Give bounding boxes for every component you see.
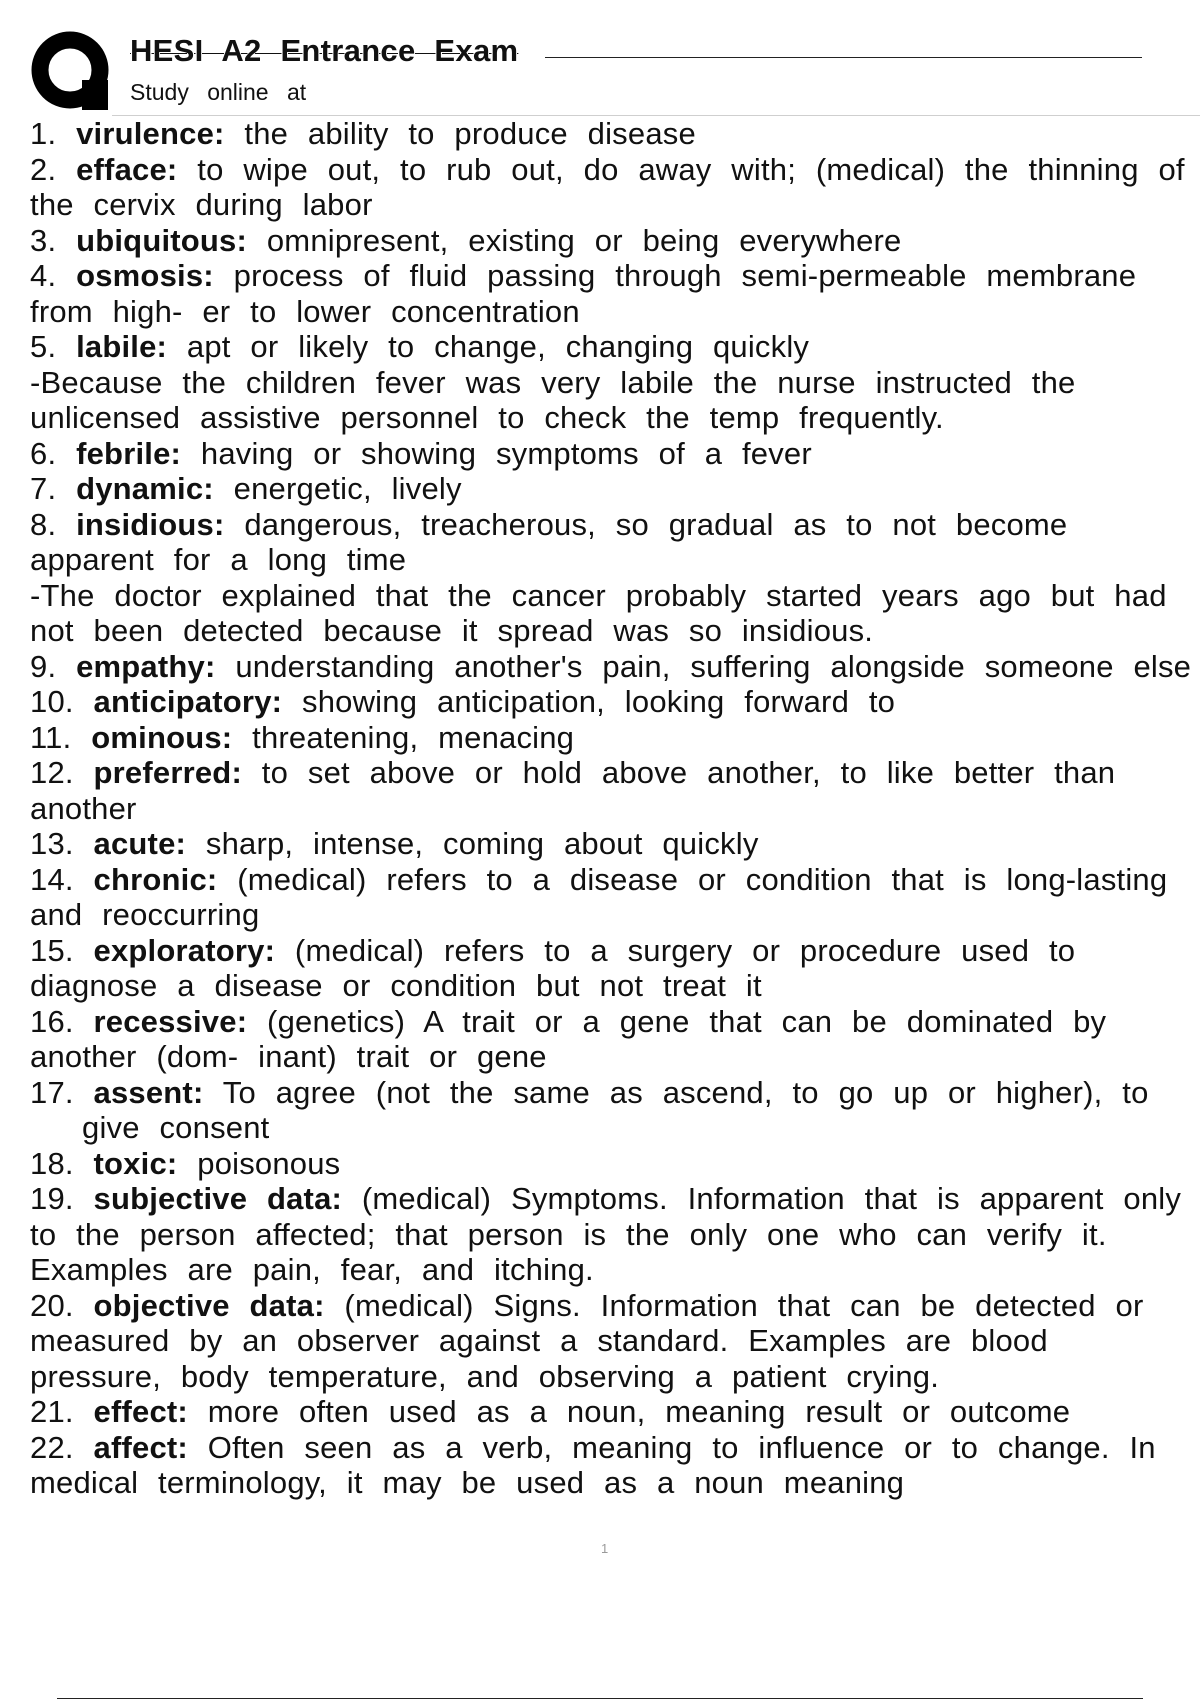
definition: to set above or hold above another, to like better than another bbox=[30, 755, 1116, 826]
definition: apt or likely to change, changing quickly bbox=[186, 329, 810, 364]
glossary-entry: 22. affect: Often seen as a verb, meaning to influence or to change. In medical terminology, it may be used as a noun meaning bbox=[30, 1429, 1156, 1500]
term: objective data: bbox=[93, 1287, 325, 1323]
term: labile: bbox=[76, 329, 168, 364]
glossary-entry: 20. objective data: (medical) Signs. Information that can be detected or measured by an observer against a standard. Examples are blood pressure, body temperature, and observing a patient crying. bbox=[30, 1287, 1144, 1394]
glossary-entry: 14. chronic: (medical) refers to a disease or condition that is long-lasting and reoccurring bbox=[30, 861, 1168, 932]
term: toxic: bbox=[93, 1145, 178, 1181]
glossary-entry: 5. labile: apt or likely to change, changing quickly bbox=[30, 329, 810, 364]
term: preferred: bbox=[93, 755, 242, 790]
term: virulence: bbox=[76, 116, 225, 151]
definition: (medical) refers to a surgery or procedure used to diagnose a disease or condition but not treat it bbox=[30, 932, 1076, 1003]
example-sentence: -The doctor explained that the cancer probably started years ago but had not been detected because it spread was so insidious. bbox=[30, 577, 1167, 648]
definition: understanding another's pain, suffering alongside someone else bbox=[235, 648, 1192, 684]
term: effect: bbox=[93, 1394, 188, 1429]
term: ubiquitous: bbox=[76, 222, 248, 258]
term: affect: bbox=[93, 1429, 188, 1465]
definition: having or showing symptoms of a fever bbox=[200, 435, 812, 471]
glossary-entry: 8. insidious: dangerous, treacherous, so gradual as to not become apparent for a long time bbox=[30, 506, 1068, 577]
term: subjective data: bbox=[93, 1181, 343, 1216]
glossary-list bbox=[30, 116, 1196, 1501]
term: assent: bbox=[93, 1074, 204, 1110]
glossary-entry: 18. toxic: poisonous bbox=[30, 1145, 341, 1181]
glossary-entry: 2. efface: to wipe out, to rub out, do away with; (medical) the thinning of the cervix during labor bbox=[30, 151, 1185, 222]
definition: Often seen as a verb, meaning to influence or to change. In medical terminology, it may be used as a noun meaning bbox=[30, 1429, 1156, 1500]
definition: To agree (not the same as ascend, to go up or higher), to bbox=[222, 1074, 1149, 1110]
term: osmosis: bbox=[76, 258, 214, 293]
glossary-entry: 10. anticipatory: showing anticipation, looking forward to bbox=[30, 684, 896, 719]
glossary-entry: 16. recessive: (genetics) A trait or a gene that can be dominated by another (dom- inant) trait or gene bbox=[30, 1003, 1107, 1074]
term: dynamic: bbox=[76, 471, 214, 506]
definition: energetic, lively bbox=[233, 471, 462, 506]
definition: (medical) Symptoms. Information that is apparent only to the person affected; that person is the only one who can verify it. Examples are pain, fear, and itching. bbox=[30, 1181, 1182, 1287]
definition: (medical) refers to a disease or condition that is long-lasting and reoccurring bbox=[30, 861, 1168, 932]
definition: process of fluid passing through semi-permeable membrane from high- er to lower concentration bbox=[30, 258, 1137, 329]
logo-q-icon bbox=[30, 30, 112, 112]
glossary-entry: 1. virulence: the ability to produce disease bbox=[30, 116, 696, 151]
definition: more often used as a noun, meaning result or outcome bbox=[207, 1394, 1071, 1429]
page-number: 1 bbox=[601, 1541, 609, 1556]
term: acute: bbox=[93, 826, 187, 861]
definition: omnipresent, existing or being everywhere bbox=[266, 222, 902, 258]
definition: threatening, menacing bbox=[252, 719, 575, 755]
definition: dangerous, treacherous, so gradual as to not become apparent for a long time bbox=[30, 506, 1068, 577]
definition: to wipe out, to rub out, do away with; (medical) the thinning of the cervix during labor bbox=[30, 151, 1185, 222]
glossary-entry: 21. effect: more often used as a noun, meaning result or outcome bbox=[30, 1394, 1071, 1429]
glossary-entry: 6. febrile: having or showing symptoms of a fever bbox=[30, 435, 812, 471]
term: febrile: bbox=[76, 435, 182, 471]
definition: sharp, intense, coming about quickly bbox=[205, 826, 759, 861]
definition-continuation: give consent bbox=[82, 1110, 270, 1145]
definition: (genetics) A trait or a gene that can be dominated by another (dom- inant) trait or gene bbox=[30, 1003, 1107, 1074]
term: insidious: bbox=[76, 506, 225, 542]
example-sentence: -Because the children fever was very labile the nurse instructed the unlicensed assistive personnel to check the temp frequently. bbox=[30, 364, 1076, 435]
document-subtitle: Study online at bbox=[130, 79, 307, 105]
glossary-entry: 11. ominous: threatening, menacing bbox=[30, 719, 575, 755]
definition: poisonous bbox=[197, 1145, 341, 1181]
glossary-entry: 15. exploratory: (medical) refers to a surgery or procedure used to diagnose a disease or condition but not treat it bbox=[30, 932, 1076, 1003]
term: efface: bbox=[76, 151, 178, 187]
glossary-entry: 9. empathy: understanding another's pain, suffering alongside someone else bbox=[30, 648, 1192, 684]
glossary-entry: 13. acute: sharp, intense, coming about quickly bbox=[30, 826, 759, 861]
glossary-entry: 19. subjective data: (medical) Symptoms. Information that is apparent only to the person affected; that person is the only one who can verify it. Examples are pain, fear, and itching. bbox=[30, 1181, 1182, 1287]
glossary-entry: 17. assent: To agree (not the same as ascend, to go up or higher), to bbox=[30, 1074, 1149, 1110]
term: exploratory: bbox=[93, 932, 276, 968]
term: chronic: bbox=[93, 861, 218, 897]
term: recessive: bbox=[93, 1003, 248, 1039]
glossary-entry: 3. ubiquitous: omnipresent, existing or being everywhere bbox=[30, 222, 902, 258]
glossary-entry: 7. dynamic: energetic, lively bbox=[30, 471, 462, 506]
glossary-entry: 12. preferred: to set above or hold above another, to like better than another bbox=[30, 755, 1116, 826]
term: anticipatory: bbox=[93, 684, 283, 719]
glossary-entry: 4. osmosis: process of fluid passing through semi-permeable membrane from high- er to lower concentration bbox=[30, 258, 1137, 329]
definition: showing anticipation, looking forward to bbox=[302, 684, 896, 719]
definition: the ability to produce disease bbox=[244, 116, 696, 151]
term: empathy: bbox=[76, 648, 216, 684]
term: ominous: bbox=[91, 719, 233, 755]
title-rule bbox=[545, 57, 1142, 58]
definition: (medical) Signs. Information that can be detected or measured by an observer against a standard. Examples are blood pressure, body temperature, and observing a patient crying. bbox=[30, 1287, 1144, 1394]
footer-rule bbox=[57, 1698, 1143, 1699]
document-title: HESI A2 Entrance Exam bbox=[130, 33, 519, 68]
